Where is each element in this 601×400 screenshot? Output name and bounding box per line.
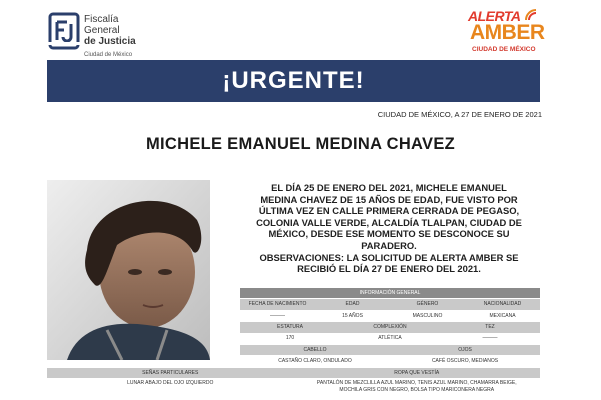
description-line: PARADERO. xyxy=(361,239,417,251)
skin-value: ——— xyxy=(482,335,498,341)
age-label: EDAD xyxy=(345,301,360,307)
eyes-label: OJOS xyxy=(458,347,472,353)
nationality-label: NACIONALIDAD xyxy=(483,301,522,307)
description-line: EL DÍA 25 DE ENERO DEL 2021, MICHELE EMANUEL xyxy=(271,182,507,193)
fgj-line-2: General xyxy=(84,25,120,36)
description-line: MEDINA CHAVEZ DE 15 AÑOS DE EDAD, FUE VISTO POR xyxy=(260,193,518,205)
clothing-value-line: PANTALÓN DE MEZCLILLA AZUL MARINO, TENIS AZUL MARINO, CHAMARRA BEIGE, xyxy=(316,380,517,386)
build-label: COMPLEXIÓN xyxy=(373,324,407,330)
marks-label: SEÑAS PARTICULARES xyxy=(142,370,199,376)
build-value: ATLÉTICA xyxy=(378,335,402,341)
clothing-label: ROPA QUE VESTÍA xyxy=(394,370,440,376)
gender-label: GÉNERO xyxy=(416,301,439,307)
birth-label: FECHA DE NACIMIENTO xyxy=(248,301,307,307)
alerta-amber-logo xyxy=(468,8,544,58)
table-row xyxy=(240,299,540,310)
info-header-label: INFORMACIÓN GENERAL xyxy=(359,290,421,296)
gender-value: MASCULINO xyxy=(412,313,443,319)
fgj-line-4: Ciudad de México xyxy=(84,52,133,58)
description-line: ÚLTIMA VEZ EN CALLE PRIMERA CERRADA DE PEGASO, xyxy=(258,205,520,217)
amber-signal-icon xyxy=(524,8,538,22)
age-value: 15 AÑOS xyxy=(342,313,363,319)
skin-label: TEZ xyxy=(485,324,495,330)
clothing-value-line: MOCHILA GRIS CON NEGRO, BOLSA TIPO MARICONERA NEGRA xyxy=(339,387,495,393)
table-row xyxy=(240,333,540,344)
observations-line: RECIBIÓ EL DÍA 27 DE ENERO DEL 2021. xyxy=(297,263,481,275)
clothing-value xyxy=(294,379,541,396)
hair-value: CASTAÑO CLARO, ONDULADO xyxy=(278,358,352,364)
table-row xyxy=(47,379,540,396)
fgj-line-1: Fiscalía xyxy=(84,14,119,25)
table-row xyxy=(240,311,540,322)
amber-line-3: CIUDAD DE MÉXICO xyxy=(472,46,536,53)
observations-line: OBSERVACIONES: LA SOLICITUD DE ALERTA AMBER SE xyxy=(259,251,519,263)
fgj-name xyxy=(84,14,136,61)
table-row xyxy=(240,322,540,333)
info-table-header xyxy=(240,288,540,298)
nationality-value: MEXICANA xyxy=(489,313,516,319)
banner-title: ¡URGENTE! xyxy=(222,67,365,94)
missing-person-name: MICHELE EMANUEL MEDINA CHAVEZ xyxy=(145,135,456,153)
missing-person-photo xyxy=(47,180,210,360)
issue-date: CIUDAD DE MÉXICO, A 27 DE ENERO DE 2021 xyxy=(377,110,542,119)
description-line: MÉXICO, DESDE ESE MOMENTO SE DESCONOCE SU xyxy=(268,228,510,240)
birth-value: ——— xyxy=(270,313,285,319)
hair-label: CABELLO xyxy=(303,347,327,353)
table-row xyxy=(240,356,540,367)
amber-line-2: AMBER xyxy=(470,21,545,44)
eyes-value: CAFÉ OSCURO, MEDIANOS xyxy=(431,358,499,364)
description-line: COLONIA VALLE VERDE, ALCALDÍA TLALPAN, CIUDAD DE xyxy=(256,216,522,228)
fgj-line-3: de Justicia xyxy=(84,36,136,47)
case-description xyxy=(238,182,540,275)
height-value: 170 xyxy=(285,335,295,341)
height-label: ESTATURA xyxy=(277,324,303,330)
amber-line-1: ALERTA xyxy=(468,8,521,24)
urgent-banner xyxy=(47,60,540,102)
marks-value: LUNAR ABAJO DEL OJO IZQUIERDO xyxy=(127,380,214,386)
fgj-logo-icon xyxy=(48,12,80,52)
table-row xyxy=(47,368,540,378)
table-row xyxy=(240,345,540,355)
